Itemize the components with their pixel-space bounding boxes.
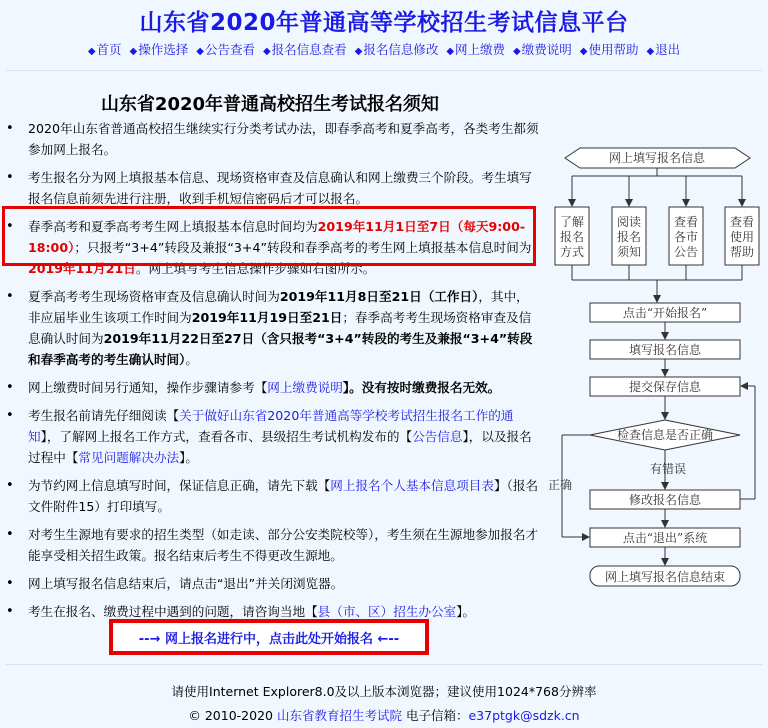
svg-text:填写报名信息: 填写报名信息: [628, 343, 702, 357]
start-registration-link[interactable]: --→ 网上报名进行中，点击此处开始报名 ←--: [138, 631, 400, 647]
browser-tip: 请使用Internet Explorer8.0及以上版本浏览器；建议使用1024*768分辨率: [171, 684, 597, 699]
nav-edit-registration[interactable]: ◆报名信息修改: [354, 42, 439, 57]
svg-text:了解: 了解: [559, 215, 585, 229]
announcement-info-link[interactable]: 公告信息: [412, 429, 463, 444]
registration-notice-link[interactable]: 关于做好山东省2020年普通高等学校考试招生报名工作的通知: [28, 408, 514, 444]
svg-text:公告: 公告: [673, 245, 699, 259]
top-nav: [0, 40, 768, 58]
svg-text:提交保存信息: 提交保存信息: [628, 380, 702, 394]
svg-text:检查信息是否正确: 检查信息是否正确: [616, 428, 714, 442]
svg-text:各市: 各市: [673, 230, 699, 244]
notice-item: • 网上缴费时间另行通知，操作步骤请参考【网上缴费说明】。没有按时缴费报名无效。: [6, 380, 501, 395]
notice-item: • 春季高考和夏季高考考生网上填报基本信息时间均为2019年11月1日至7日（每天9:00-18:00）；只报考“3+4”转段及兼报“3+4”转段和春季高考的考生网上填报基本信息时间为2019年11月21日。网上填写考生信息操作步骤如右图所示。: [6, 219, 532, 276]
info-form-download-link[interactable]: 网上报名个人基本信息项目表: [330, 478, 494, 493]
svg-text:点击“退出”系统: 点击“退出”系统: [622, 531, 708, 545]
notice-item: • 对考生生源地有要求的招生类型（如走读、部分公安类院校等），考生须在生源地参加报名才能享受相关招生政策。报名结束后考生不得更改生源地。: [6, 527, 539, 563]
svg-text:方式: 方式: [559, 245, 585, 259]
svg-text:查看: 查看: [729, 215, 755, 229]
notice-item: • 为节约网上信息填写时间，保证信息正确，请先下载【网上报名个人基本信息项目表】（报名文件附件15）打印填写。: [6, 478, 539, 514]
start-registration-button[interactable]: [109, 619, 429, 655]
svg-text:使用: 使用: [729, 230, 755, 244]
flow-top-label: 网上填写报名信息: [608, 151, 706, 165]
notice-item: • 网上填写报名信息结束后，请点击“退出”并关闭浏览器。: [6, 576, 344, 591]
notice-list: [6, 118, 540, 629]
payment-guide-link[interactable]: 网上缴费说明: [267, 380, 343, 395]
nav-help[interactable]: ◆使用帮助: [579, 42, 639, 57]
nav-payment-guide[interactable]: ◆缴费说明: [513, 42, 572, 57]
site-title: 山东省2020年普通高等学校招生考试信息平台: [139, 10, 629, 36]
top-divider: [6, 70, 762, 71]
notice-item: • 2020年山东省普通高校招生继续实行分类考试办法，即春季高考和夏季高考，各类考生都须参加网上报名。: [6, 121, 539, 157]
nav-announcements[interactable]: ◆公告查看: [196, 42, 255, 57]
svg-text:须知: 须知: [616, 245, 642, 259]
org-link[interactable]: 山东省教育招生考试院: [276, 708, 402, 723]
svg-text:正确: 正确: [548, 478, 573, 492]
copyright: © 2010-2020 山东省教育招生考试院 电子信箱：e37ptgk@sdzk.cn: [188, 708, 580, 723]
notice-heading: 山东省2020年普通高校招生考试报名须知: [100, 94, 440, 115]
svg-text:报名: 报名: [616, 230, 642, 244]
svg-text:阅读: 阅读: [616, 215, 642, 229]
nav-home[interactable]: ◆首页: [87, 42, 122, 57]
bottom-divider: [6, 664, 762, 665]
nav-online-payment[interactable]: ◆网上缴费: [446, 42, 506, 57]
notice-item: • 夏季高考考生现场资格审查及信息确认时间为2019年11月8日至21日（工作日），其中，非应届毕业生该项工作时间为2019年11月19日至21日；春季高考考生现场资格审查及信息确认时间为2019年11月22日至27日（含只报考“3+4”转段的考生及兼报“3+4”转段和春季高考的考生确认时间）。: [6, 289, 533, 367]
registration-flowchart: [540, 140, 765, 590]
notice-item: • 考生报名前请先仔细阅读【关于做好山东省2020年普通高等学校考试招生报名工作的通知】，了解网上报名工作方式，查看各市、县级招生考试机构发布的【公告信息】，以及报名过程中【常见问题解决办法】。: [6, 408, 532, 465]
local-office-link[interactable]: 县（市、区）招生办公室: [317, 604, 457, 619]
svg-text:修改报名信息: 修改报名信息: [628, 493, 702, 507]
svg-text:有错误: 有错误: [649, 462, 687, 476]
nav-operation-select[interactable]: ◆操作选择: [129, 42, 189, 57]
nav-view-registration[interactable]: ◆报名信息查看: [262, 42, 347, 57]
notice-item: • 考生报名分为网上填报基本信息、现场资格审查及信息确认和网上缴费三个阶段。考生填写报名信息前须先进行注册，收到手机短信密码后才可以报名。: [6, 170, 532, 206]
notice-item: • 考生在报名、缴费过程中遇到的问题，请咨询当地【县（市、区）招生办公室】。: [6, 604, 476, 619]
email-link[interactable]: e37ptgk@sdzk.cn: [468, 708, 580, 723]
svg-text:点击“开始报名”: 点击“开始报名”: [622, 306, 708, 320]
svg-text:查看: 查看: [673, 215, 699, 229]
nav-logout[interactable]: ◆退出: [646, 42, 681, 57]
svg-text:网上填写报名信息结束: 网上填写报名信息结束: [604, 570, 726, 584]
svg-text:帮助: 帮助: [729, 245, 755, 259]
svg-text:报名: 报名: [559, 230, 585, 244]
faq-link[interactable]: 常见问题解决办法: [78, 450, 180, 465]
